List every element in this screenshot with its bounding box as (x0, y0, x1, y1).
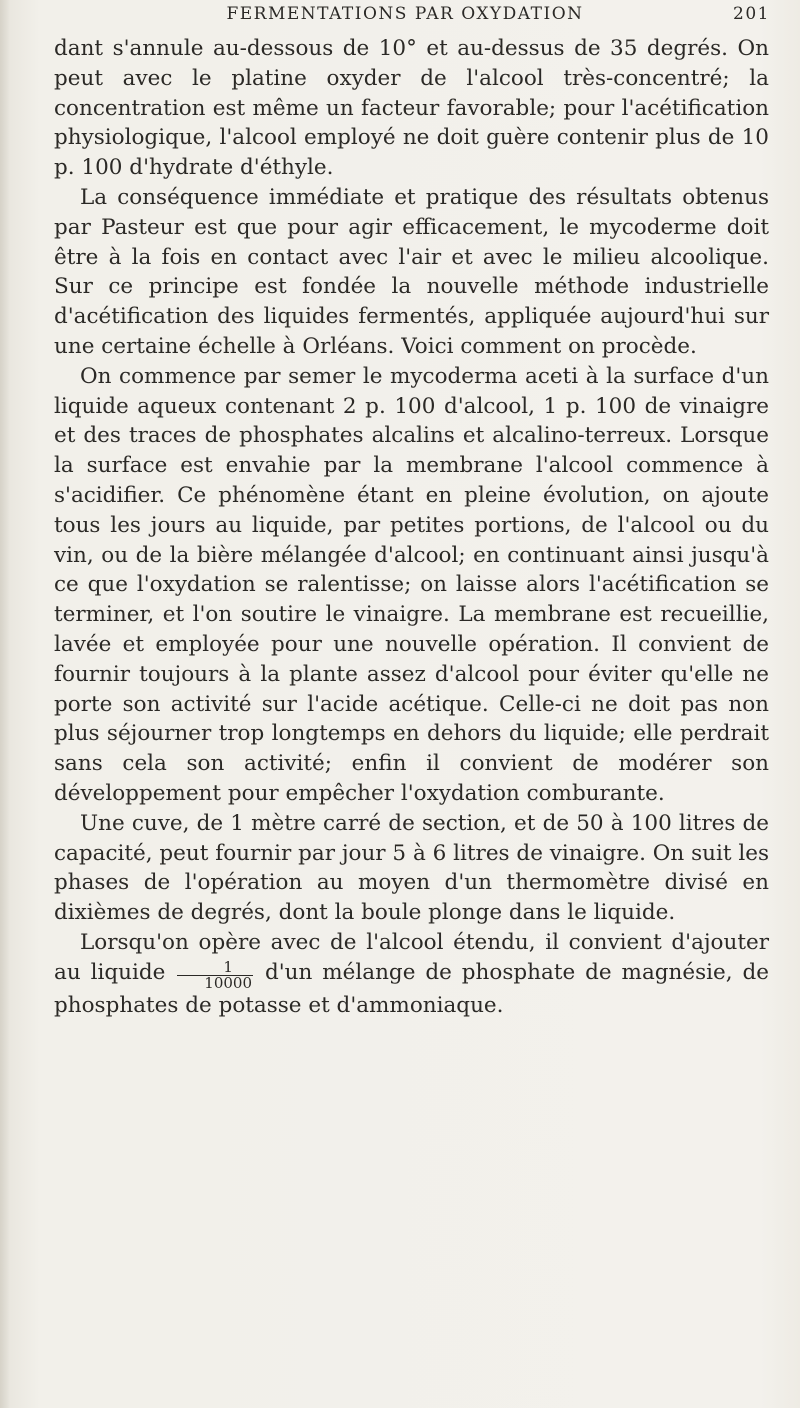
paragraph: Une cuve, de 1 mètre carré de section, et de 50 à 100 litres de capacité, peut fournir par jour 5 à 6 litres de vinaigre. On suit les phases de l'opération au moyen d'un thermomètre divisé en dixièmes de degrés, dont la boule plonge dans le liquide. (54, 810, 769, 926)
paragraph-continued: dant s'annule au-dessous de 10° et au-dessus de 35 degrés. On peut avec le platine oxyder de l'alcool très-concentré; la concentration est même un facteur favorable; pour l'acétification physiologique, l'alcool employé ne doit guère contenir plus de 10 p. 100 d'hydrate d'éthyle. (54, 36, 769, 181)
paragraph: La conséquence immédiate et pratique des résultats obtenus par Pasteur est que pour agir efficacement, le mycoderme doit être à la fois en contact avec l'air et avec le milieu alcoolique. Sur ce principe est fondée la nouvelle méthode industrielle d'acétification des liquides fermentés, appliquée aujourd'hui sur une certaine échelle à Orléans. Voici comment on procède. (54, 184, 769, 359)
running-title: FERMENTATIONS PAR OXYDATION (226, 4, 584, 24)
fraction (177, 957, 253, 992)
fraction-denominator: 10000 (204, 973, 253, 992)
paragraph-last (54, 928, 769, 1021)
fraction-numerator: 1 (177, 960, 253, 976)
body-text (54, 34, 769, 1021)
paragraph-text-before-fraction: Lorsqu'on opère avec de l'alcool étendu, il convient d'ajouter au liquide (54, 929, 769, 985)
paragraph: On commence par semer le mycoderma aceti à la surface d'un liquide aqueux contenant 2 p. 100 d'alcool, 1 p. 100 de vinaigre et des traces de phosphates alcalins et alcalino-terreux. Lorsque la surface est envahie par la membrane l'alcool commence à s'acidifier. Ce phénomène étant en pleine évolution, on ajoute tous les jours au liquide, par petites portions, de l'alcool ou du vin, ou de la bière mélangée d'alcool; en continuant ainsi jusqu'à ce que l'oxydation se ralentisse; on laisse alors l'acétification se terminer, et l'on soutire le vinaigre. La membrane est recueillie, lavée et employée pour une nouvelle opération. Il convient de fournir toujours à la plante assez d'alcool pour éviter qu'elle ne porte son activité sur l'acide acétique. Celle-ci ne doit pas non plus séjourner trop longtemps en dehors du liquide; elle perdrait sans cela son activité; enfin il convient de modérer son développement pour empêcher l'oxydation comburante. (54, 363, 769, 806)
page-number: 201 (733, 4, 770, 24)
paragraph-text-after-fraction: d'un mélange de phosphate de magnésie, de phosphates de potasse et d'ammoniaque. (54, 959, 769, 1018)
page-header (40, 4, 770, 30)
page-binding-shadow (0, 0, 10, 1408)
